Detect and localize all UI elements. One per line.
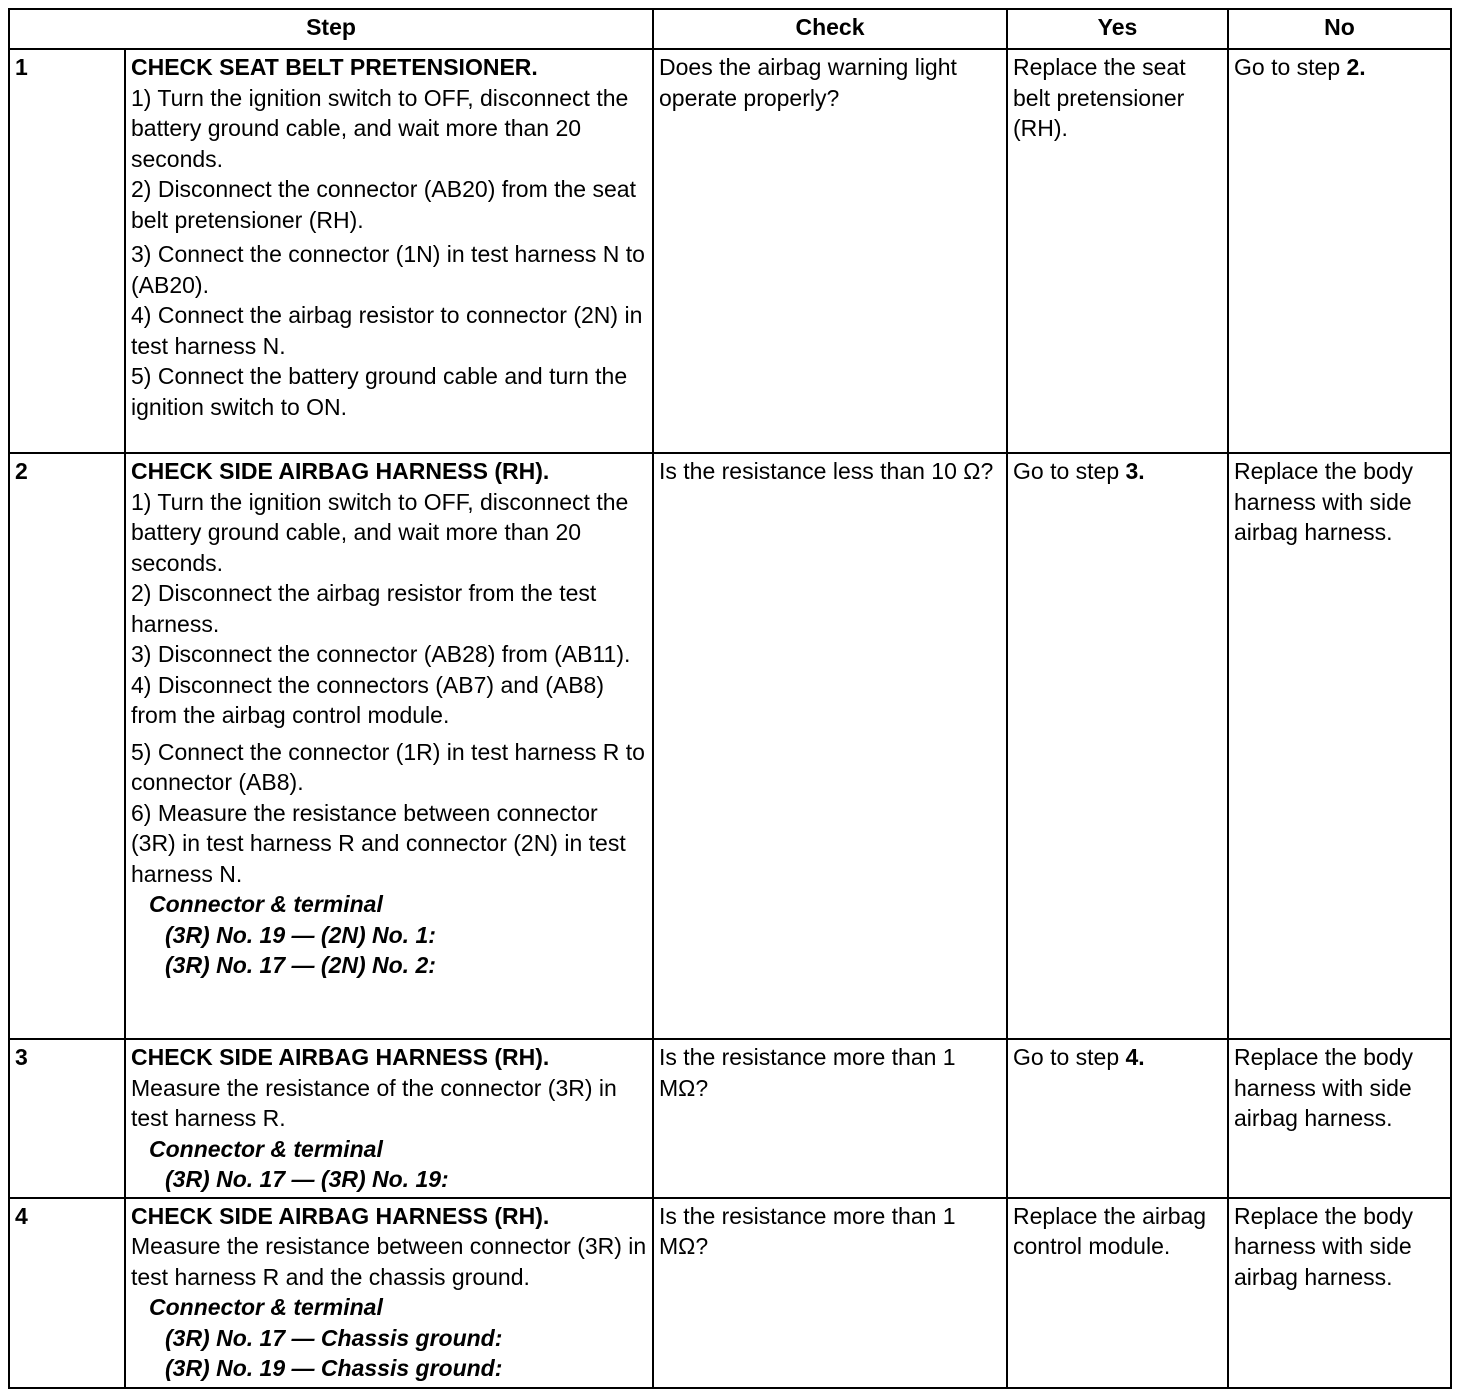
no-step-ref: 2.: [1346, 54, 1366, 80]
table-row: [9, 49, 1451, 453]
table-row: [9, 1039, 1451, 1198]
terminal-spec: (3R) No. 17 — (3R) No. 19:: [165, 1166, 449, 1192]
step-instruction: 3) Disconnect the connector (AB28) from (AB11).: [131, 641, 631, 667]
yes-cell: [1007, 1039, 1228, 1198]
step-description: [125, 1198, 653, 1388]
step-instruction: 5) Connect the connector (1R) in test harness R to connector (AB8).: [131, 738, 645, 795]
step-title: CHECK SEAT BELT PRETENSIONER.: [131, 54, 538, 80]
no-text: Go to step: [1234, 54, 1347, 80]
check-cell: Is the resistance more than 1 MΩ?: [653, 1039, 1007, 1198]
step-instruction: 5) Connect the battery ground cable and turn the ignition switch to ON.: [131, 363, 628, 420]
connector-terminal-label: Connector & terminal: [149, 891, 383, 917]
yes-step-ref: 3.: [1125, 458, 1145, 484]
header-no: No: [1228, 9, 1451, 49]
step-description: [125, 453, 653, 1039]
step-instruction: 2) Disconnect the connector (AB20) from the seat belt pretensioner (RH).: [131, 176, 636, 233]
no-cell: Replace the body harness with side airbag harness.: [1228, 1039, 1451, 1198]
step-instruction: Measure the resistance between connector (3R) in test harness R and the chassis ground.: [131, 1233, 647, 1290]
step-description: [125, 1039, 653, 1198]
yes-cell: Replace the airbag control module.: [1007, 1198, 1228, 1388]
yes-text: Go to step: [1013, 1044, 1126, 1070]
check-cell: Does the airbag warning light operate properly?: [653, 49, 1007, 453]
step-instruction: 6) Measure the resistance between connector (3R) in test harness R and connector (2N) in test harness N.: [131, 799, 626, 887]
header-yes: Yes: [1007, 9, 1228, 49]
connector-terminal-label: Connector & terminal: [149, 1294, 383, 1320]
header-check: Check: [653, 9, 1007, 49]
step-description: [125, 49, 653, 453]
step-instruction: 2) Disconnect the airbag resistor from the test harness.: [131, 580, 597, 637]
step-number: 2: [9, 453, 125, 1039]
step-instruction: 4) Connect the airbag resistor to connector (2N) in test harness N.: [131, 302, 643, 359]
terminal-spec: (3R) No. 19 — (2N) No. 1:: [165, 921, 436, 948]
step-title: CHECK SIDE AIRBAG HARNESS (RH).: [131, 1044, 550, 1070]
step-number: 4: [9, 1198, 125, 1388]
connector-terminal-label: Connector & terminal: [149, 1135, 383, 1162]
diagnostic-page: [8, 8, 1452, 1389]
yes-cell: Replace the seat belt pretensioner (RH).: [1007, 49, 1228, 453]
step-title: CHECK SIDE AIRBAG HARNESS (RH).: [131, 1202, 550, 1229]
table-row: [9, 453, 1451, 1039]
step-instruction: 3) Connect the connector (1N) in test harness N to (AB20).: [131, 241, 645, 298]
step-title: CHECK SIDE AIRBAG HARNESS (RH).: [131, 458, 550, 484]
step-instruction: Measure the resistance of the connector (3R) in test harness R.: [131, 1074, 617, 1131]
yes-cell: [1007, 453, 1228, 1039]
terminal-spec: (3R) No. 17 — Chassis ground:: [165, 1324, 503, 1351]
terminal-spec: (3R) No. 19 — Chassis ground:: [165, 1355, 503, 1381]
step-number: 3: [9, 1039, 125, 1198]
no-cell: Replace the body harness with side airbag harness.: [1228, 453, 1451, 1039]
no-cell: Replace the body harness with side airbag harness.: [1228, 1198, 1451, 1388]
step-number: 1: [9, 49, 125, 453]
diagnostic-table: [8, 8, 1452, 1389]
check-cell: Is the resistance more than 1 MΩ?: [653, 1198, 1007, 1388]
yes-step-ref: 4.: [1125, 1044, 1145, 1070]
check-cell: Is the resistance less than 10 Ω?: [653, 453, 1007, 1039]
step-instruction: 1) Turn the ignition switch to OFF, disconnect the battery ground cable, and wait more than 20 seconds.: [131, 84, 629, 172]
header-step: Step: [9, 9, 653, 49]
yes-text: Go to step: [1013, 458, 1126, 484]
step-instruction: 4) Disconnect the connectors (AB7) and (AB8) from the airbag control module.: [131, 671, 605, 728]
step-instruction: 1) Turn the ignition switch to OFF, disconnect the battery ground cable, and wait more than 20 seconds.: [131, 488, 629, 576]
no-cell: [1228, 49, 1451, 453]
header-row: [9, 9, 1451, 49]
terminal-spec: (3R) No. 17 — (2N) No. 2:: [165, 952, 436, 978]
table-row: [9, 1198, 1451, 1388]
